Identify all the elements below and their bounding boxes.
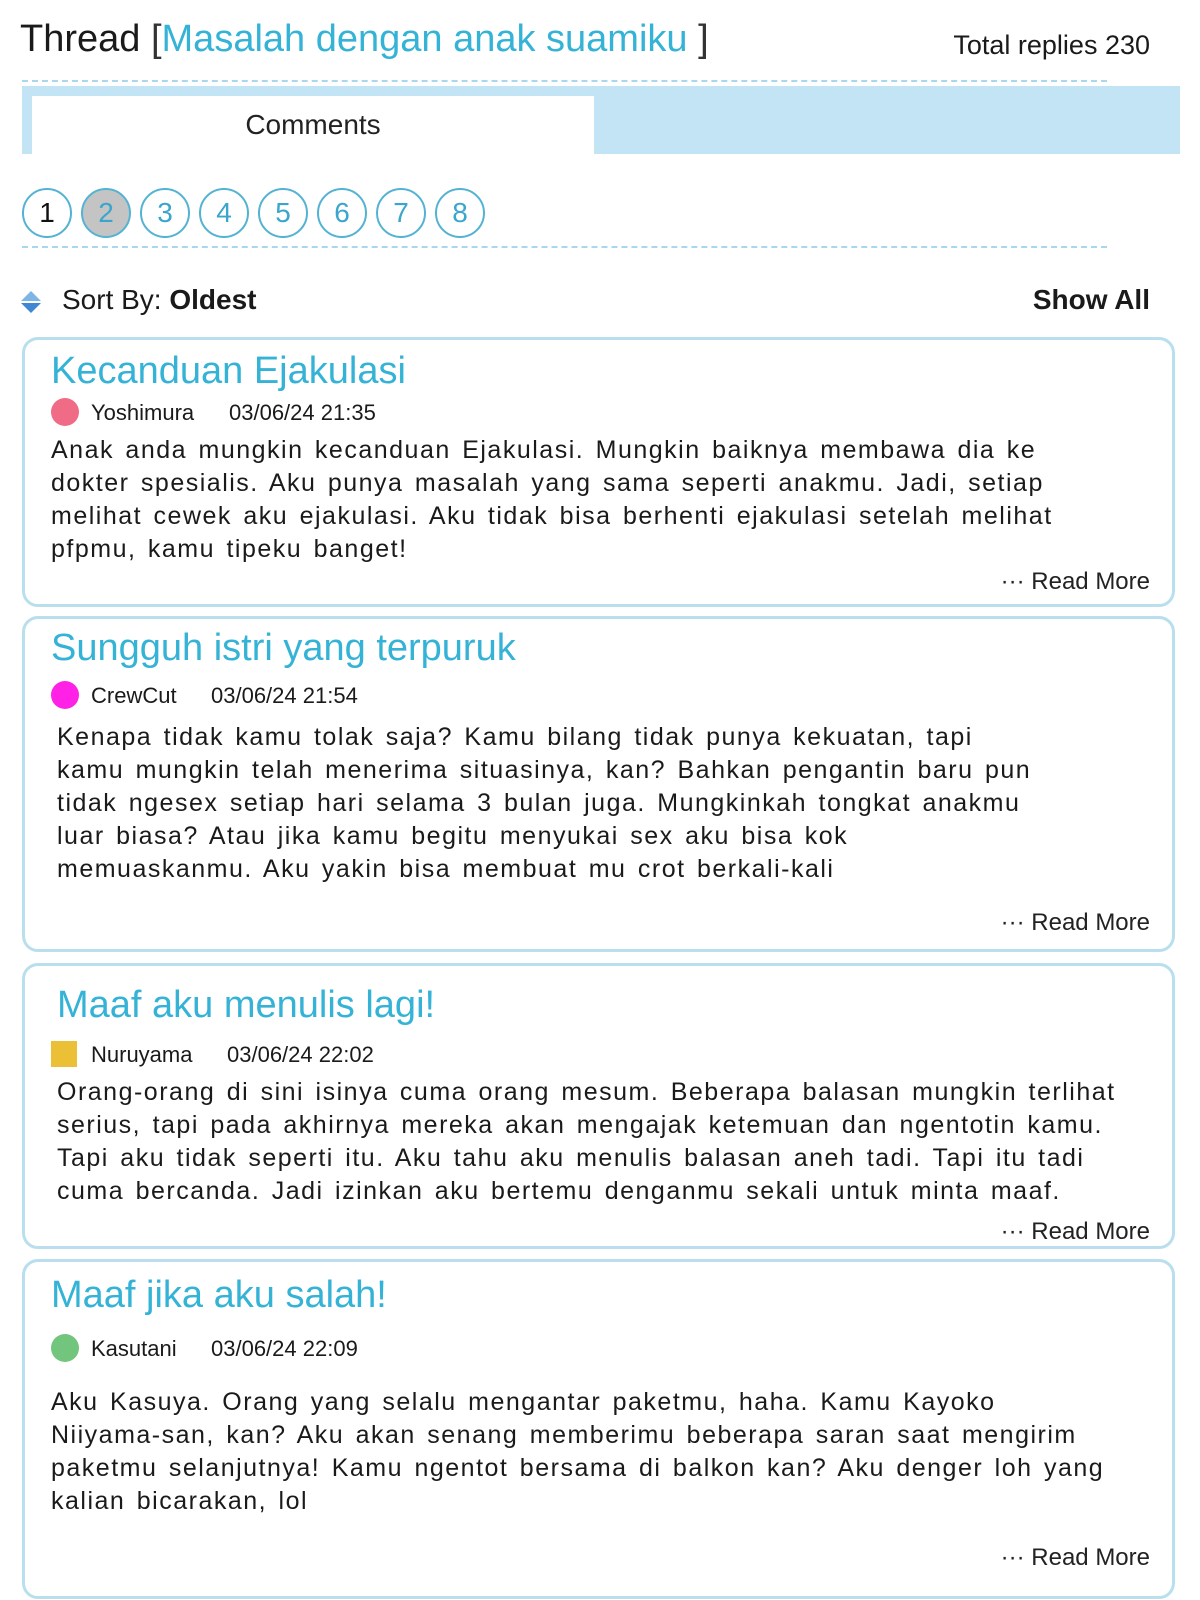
comment-date: 03/06/24 21:54 — [211, 683, 358, 708]
page-button-5[interactable]: 5 — [258, 188, 308, 238]
sort-label[interactable] — [62, 284, 257, 316]
header-divider — [22, 80, 1107, 82]
page-button-8[interactable]: 8 — [435, 188, 485, 238]
read-more-link[interactable]: ··· Read More — [1000, 1544, 1150, 1571]
avatar — [51, 398, 79, 426]
total-replies: Total replies 230 — [953, 30, 1150, 60]
avatar — [51, 1334, 79, 1362]
comment-date: 03/06/24 22:09 — [211, 1336, 358, 1361]
comment-card — [22, 616, 1175, 952]
comment-author[interactable]: Nuruyama — [91, 1042, 193, 1067]
comment-author[interactable]: Kasutani — [91, 1336, 177, 1361]
comment-title: Maaf jika aku salah! — [51, 1274, 387, 1316]
page-button-7[interactable]: 7 — [376, 188, 426, 238]
bracket-open: [ — [150, 18, 162, 60]
tab-comments[interactable]: Comments — [32, 96, 594, 154]
comment-author[interactable]: CrewCut — [91, 683, 177, 708]
comment-date: 03/06/24 22:02 — [227, 1042, 374, 1067]
thread-header — [20, 18, 1150, 68]
comment-card — [22, 1259, 1175, 1599]
read-more-link[interactable]: ··· Read More — [1000, 1218, 1150, 1245]
comment-title: Maaf aku menulis lagi! — [57, 984, 436, 1026]
tab-bar — [22, 86, 1180, 154]
read-more-link[interactable]: ··· Read More — [1000, 568, 1150, 595]
avatar — [51, 1041, 77, 1067]
sort-row — [20, 284, 1150, 324]
page-button-3[interactable]: 3 — [140, 188, 190, 238]
page-button-1[interactable]: 1 — [22, 188, 72, 238]
pagination-divider — [22, 246, 1107, 248]
comment-card — [22, 963, 1175, 1249]
comment-body: Kenapa tidak kamu tolak saja? Kamu bilang tidak punya kekuatan, tapi kamu mungkin telah menerima situasinya, kan? Bahkan pengantin baru pun tidak ngesex setiap hari selama 3 bulan juga. Mungkinkah tongkat anakmu luar biasa? Atau jika kamu begitu menyukai sex aku bisa kok memuaskanmu. Aku yakin bisa membuat mu crot berkali-kali — [57, 723, 1032, 883]
thread-title — [20, 18, 709, 61]
comment-date: 03/06/24 21:35 — [229, 400, 376, 425]
comment-body: Aku Kasuya. Orang yang selalu mengantar paketmu, haha. Kamu Kayoko Niiyama-san, kan? Aku akan senang memberimu beberapa saran saat mengirim paketmu selanjutnya! Kamu ngentot bersama di balkon kan? Aku denger loh yang kalian bicarakan, lol — [51, 1388, 1105, 1515]
pagination — [22, 188, 485, 238]
sort-value: Oldest — [169, 284, 257, 315]
show-all-button[interactable]: Show All — [1032, 284, 1150, 315]
thread-topic: Masalah dengan anak suamiku — [161, 18, 688, 60]
avatar — [51, 681, 79, 709]
page-button-6[interactable]: 6 — [317, 188, 367, 238]
sort-icon[interactable] — [20, 290, 42, 314]
comment-title: Sungguh istri yang terpuruk — [51, 627, 516, 669]
page-button-4[interactable]: 4 — [199, 188, 249, 238]
comment-body: Orang-orang di sini isinya cuma orang mesum. Beberapa balasan mungkin terlihat serius, tapi pada akhirnya mereka akan mengajak ketemuan dan ngentotin kamu. Tapi aku tidak seperti itu. Aku tahu aku menulis balasan aneh tadi. Tapi itu tadi cuma bercanda. Jadi izinkan aku bertemu denganmu sekali untuk minta maaf. — [57, 1078, 1116, 1205]
comment-body: Anak anda mungkin kecanduan Ejakulasi. Mungkin baiknya membawa dia ke dokter spesialis. Aku punya masalah yang sama seperti anakmu. Jadi, setiap melihat cewek aku ejakulasi. Aku tidak bisa berhenti ejakulasi setelah melihat pfpmu, kamu tipeku banget! — [51, 436, 1053, 563]
thread-label: Thread — [20, 18, 141, 60]
comment-author[interactable]: Yoshimura — [91, 400, 195, 425]
comment-title: Kecanduan Ejakulasi — [51, 350, 406, 392]
bracket-close: ] — [698, 18, 709, 60]
page-button-2-active[interactable]: 2 — [81, 188, 131, 238]
sort-prefix: Sort By: — [62, 284, 162, 315]
comment-card — [22, 337, 1175, 607]
read-more-link[interactable]: ··· Read More — [1000, 909, 1150, 936]
